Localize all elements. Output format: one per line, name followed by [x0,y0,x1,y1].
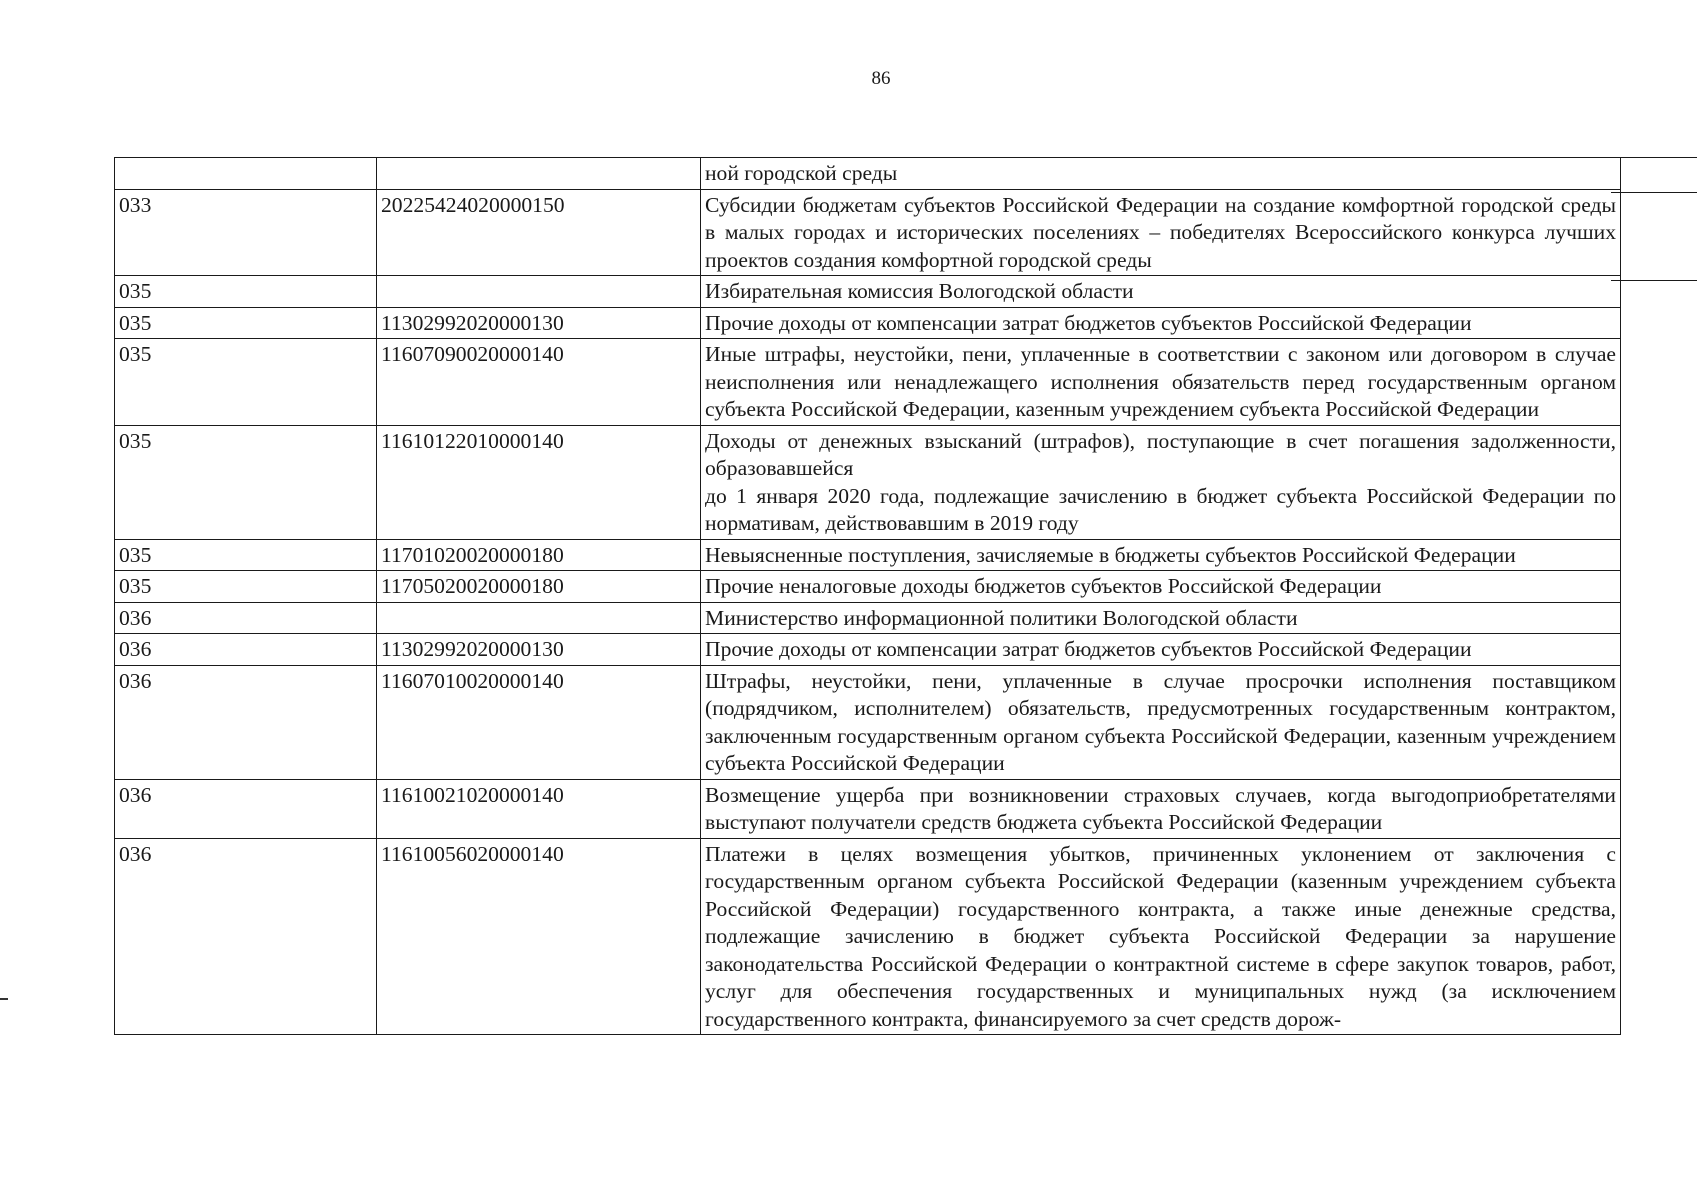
cell-description: Прочие доходы от компенсации затрат бюджетов субъектов Российской Федерации [701,307,1621,339]
cell-admin-code: 035 [115,307,377,339]
table-row [115,425,1621,539]
cell-revenue-code: 11705020020000180 [377,571,701,603]
cell-revenue-code [377,158,701,190]
cell-description: Прочие неналоговые доходы бюджетов субъектов Российской Федерации [701,571,1621,603]
edge-rule [1611,280,1697,281]
cell-admin-code: 035 [115,571,377,603]
cell-admin-code: 036 [115,838,377,1035]
table-row [115,665,1621,779]
cell-description: ной городской среды [701,158,1621,190]
cell-revenue-code: 11302992020000130 [377,307,701,339]
cell-description: Прочие доходы от компенсации затрат бюджетов субъектов Российской Федерации [701,634,1621,666]
table-body [115,158,1621,1035]
table-row [115,189,1621,276]
cell-admin-code: 035 [115,539,377,571]
cell-revenue-code: 11607010020000140 [377,665,701,779]
cell-revenue-code: 11610056020000140 [377,838,701,1035]
revenue-codes-table [114,157,1621,1035]
table-row [115,158,1621,190]
cell-revenue-code: 11610122010000140 [377,425,701,539]
edge-rule [1611,192,1697,193]
cell-admin-code: 036 [115,634,377,666]
cell-revenue-code: 11701020020000180 [377,539,701,571]
edge-rule [1611,157,1697,158]
table-row [115,838,1621,1035]
cell-revenue-code: 11610021020000140 [377,779,701,838]
cell-revenue-code: 20225424020000150 [377,189,701,276]
scan-mark [0,998,8,1000]
table-row [115,276,1621,308]
table-row [115,539,1621,571]
table-row [115,602,1621,634]
page-number: 86 [871,68,891,89]
cell-admin-code: 035 [115,276,377,308]
table-row [115,571,1621,603]
cell-description: Доходы от денежных взысканий (штрафов), поступающие в счет погашения задолженности, образовавшейся до 1 января 2020 года, подлежащие зачислению в бюджет субъекта Российской Федерации по нормативам, действовавшим в 2019 году [701,425,1621,539]
cell-admin-code: 036 [115,602,377,634]
cell-admin-code: 033 [115,189,377,276]
cell-description: Субсидии бюджетам субъектов Российской Федерации на создание комфортной городской среды в малых городах и исторических поселениях – победителях Всероссийского конкурса лучших проектов создания комфортной городской среды [701,189,1621,276]
cell-description: Штрафы, неустойки, пени, уплаченные в случае просрочки исполнения поставщиком (подрядчиком, исполнителем) обязательств, предусмотренных государственным контрактом, заключенным государственным органом субъекта Российской Федерации, казенным учреждением субъекта Российской Федерации [701,665,1621,779]
cell-revenue-code [377,602,701,634]
cell-description: Избирательная комиссия Вологодской области [701,276,1621,308]
cell-revenue-code: 11607090020000140 [377,339,701,426]
cell-description: Невыясненные поступления, зачисляемые в бюджеты субъектов Российской Федерации [701,539,1621,571]
cell-admin-code: 036 [115,665,377,779]
cell-description: Платежи в целях возмещения убытков, причиненных уклонением от заключения с государственным органом субъекта Российской Федерации (казенным учреждением субъекта Российской Федерации) государственного контракта, а также иные денежные средства, подлежащие зачислению в бюджет субъекта Российской Федерации за нарушение законодательства Российской Федерации о контрактной системе в сфере закупок товаров, работ, услуг для обеспечения государственных и муниципальных нужд (за исключением государственного контракта, финансируемого за счет средств дорож- [701,838,1621,1035]
cell-description: Возмещение ущерба при возникновении страховых случаев, когда выгодоприобретателями выступают получатели средств бюджета субъекта Российской Федерации [701,779,1621,838]
cell-revenue-code [377,276,701,308]
table-row [115,339,1621,426]
cell-admin-code: 035 [115,339,377,426]
cell-admin-code [115,158,377,190]
cell-admin-code: 036 [115,779,377,838]
cell-admin-code: 035 [115,425,377,539]
cell-revenue-code: 11302992020000130 [377,634,701,666]
table-row [115,634,1621,666]
table-row [115,779,1621,838]
table-row [115,307,1621,339]
cell-description: Министерство информационной политики Вологодской области [701,602,1621,634]
cell-description: Иные штрафы, неустойки, пени, уплаченные в соответствии с законом или договором в случае неисполнения или ненадлежащего исполнения обязательств перед государственным органом субъекта Российской Федерации, казенным учреждением субъекта Российской Федерации [701,339,1621,426]
